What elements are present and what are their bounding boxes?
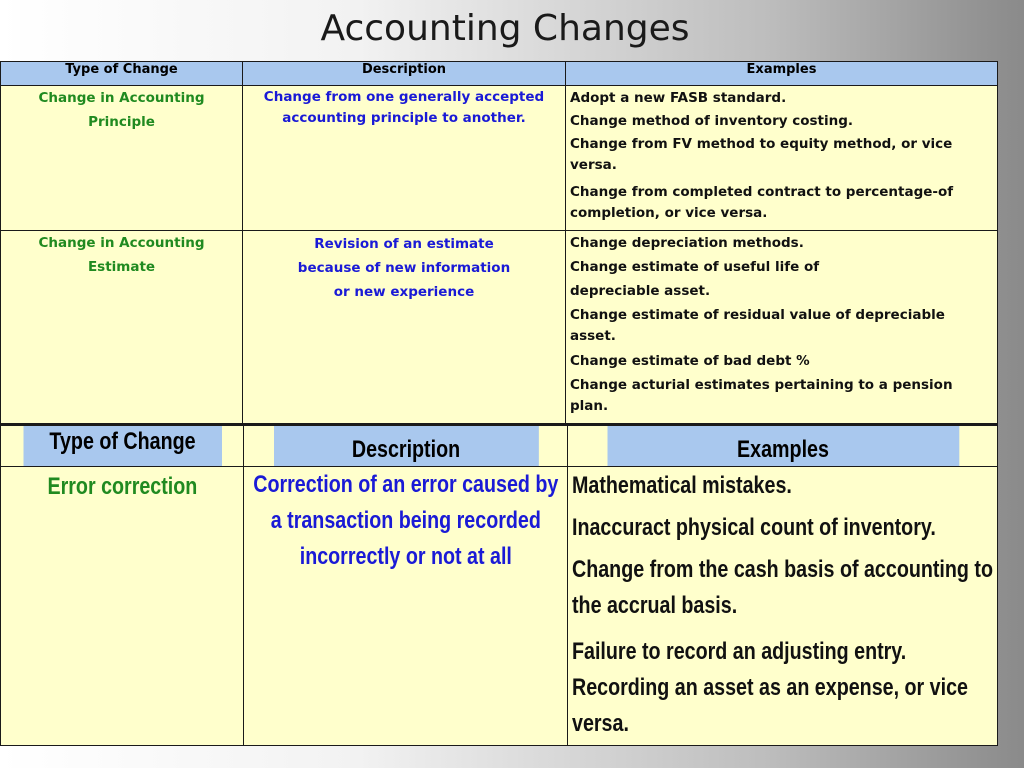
type-cell — [1, 466, 244, 745]
type-cell — [1, 231, 243, 424]
table-row — [1, 86, 998, 231]
example-item: Change acturial estimates pertaining to a pension plan. — [570, 377, 953, 414]
example-item: Change from completed contract to percentage-of completion, or vice versa. — [570, 184, 954, 221]
changes-table — [0, 61, 998, 424]
type-label-line: Change in Accounting — [38, 235, 205, 251]
example-item: Change from FV method to equity method, or vice versa. — [570, 136, 953, 173]
table-header-row — [1, 62, 998, 86]
example-item: Recording an asset as an expense, or vice versa. — [572, 673, 968, 737]
description-text: Change from one generally accepted accounting principle to another. — [263, 89, 545, 126]
table-row — [1, 466, 998, 745]
example-item: Change method of inventory costing. — [570, 113, 854, 129]
type-cell — [1, 86, 243, 231]
header-description: Description — [273, 425, 539, 466]
example-item: Change depreciation methods. — [570, 235, 804, 251]
table-header-row — [1, 425, 998, 466]
type-label-line: Change in Accounting — [38, 90, 205, 106]
description-line: Revision of an estimate — [314, 236, 494, 252]
slide-title: Accounting Changes — [320, 8, 690, 49]
header-examples: Examples — [566, 62, 998, 86]
examples-cell — [566, 86, 998, 231]
description-line: because of new information — [297, 260, 511, 276]
examples-cell — [566, 231, 998, 424]
table-row — [1, 231, 998, 424]
header-description: Description — [243, 62, 566, 86]
type-label-line: Principle — [88, 114, 155, 130]
header-examples: Examples — [606, 425, 959, 466]
example-item: Mathematical mistakes. — [572, 471, 792, 499]
header-type-of-change: Type of Change — [1, 62, 243, 86]
description-cell — [243, 86, 566, 231]
type-label-line: Estimate — [87, 259, 156, 275]
type-label: Error correction — [47, 472, 197, 500]
example-item: Change estimate of useful life of — [570, 259, 820, 275]
description-text: Correction of an error caused by a transaction being recorded incorrectly or not at all — [252, 470, 559, 570]
description-cell — [244, 466, 568, 745]
example-item: Adopt a new FASB standard. — [570, 90, 787, 106]
example-item: Change from the cash basis of accounting to the accrual basis. — [572, 555, 993, 619]
example-item: depreciable asset. — [570, 283, 711, 299]
description-line: or new experience — [333, 284, 475, 300]
description-cell — [243, 231, 566, 424]
example-item: Change estimate of bad debt % — [570, 353, 810, 369]
header-type-of-change: Type of Change — [22, 425, 221, 466]
error-correction-table — [0, 424, 998, 746]
example-item: Change estimate of residual value of depreciable asset. — [570, 307, 945, 344]
examples-cell — [568, 466, 998, 745]
example-item: Failure to record an adjusting entry. — [572, 637, 907, 665]
example-item: Inaccuract physical count of inventory. — [572, 513, 936, 541]
